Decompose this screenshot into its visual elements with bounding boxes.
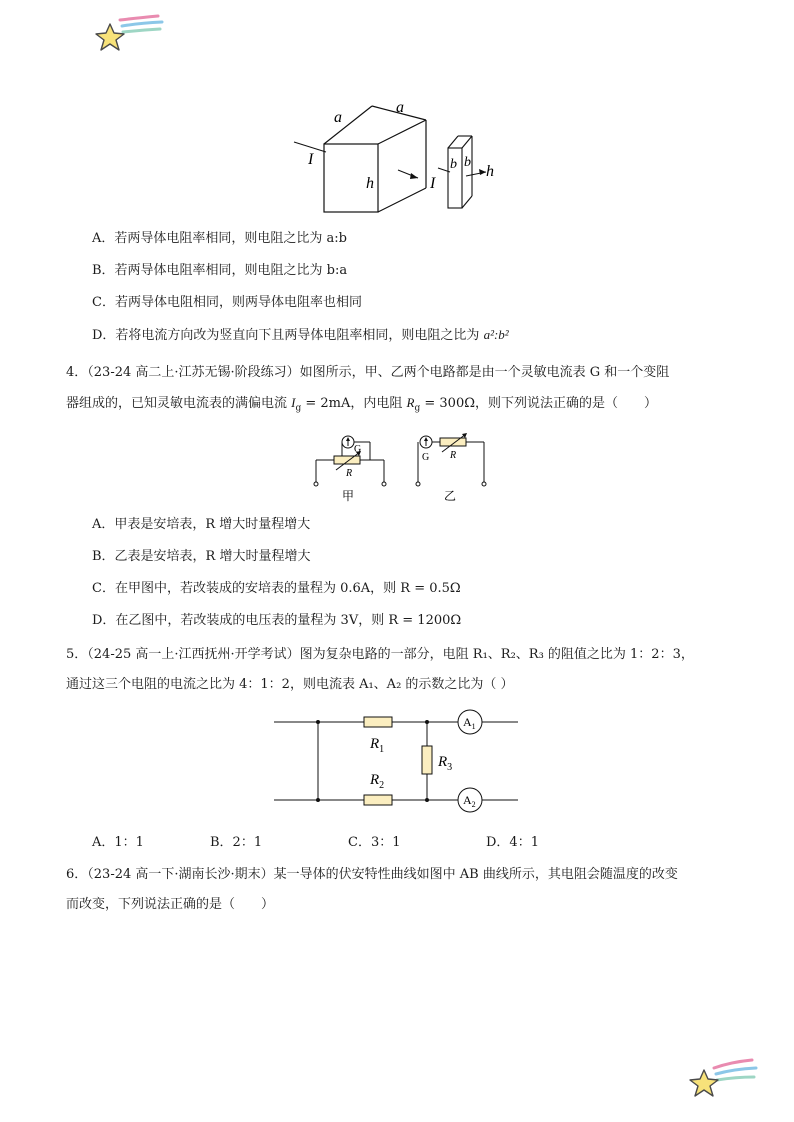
q5-option-b: B．2：1 <box>210 835 263 850</box>
label-i-left: I <box>308 151 314 168</box>
label-a-left: a <box>334 109 342 126</box>
figure-galvanometer-circuits <box>306 432 496 518</box>
q3-option-d-text: D．若将电流方向改为竖直向下且两导体电阻率相同，则电阻之比为 <box>92 328 484 343</box>
label-r2: $R_2$ <box>370 772 385 791</box>
star-icon <box>96 16 162 50</box>
q4-stem-text-a: 器组成的，已知灵敏电流表的满偏电流 <box>66 396 292 411</box>
g-label-yi: G <box>422 452 430 463</box>
q3-option-c: C．若两导体电阻相同，则两导体电阻率也相同 <box>92 295 362 310</box>
q3-option-a: A．若两导体电阻率相同，则电阻之比为 a:b <box>92 231 347 246</box>
q4-ig-value: = 2mA，内电阻 <box>301 396 407 411</box>
resistor-r1 <box>364 717 392 727</box>
q5-stem-line1: 5．（24-25 高一上·江西抚州·开学考试）图为复杂电路的一部分，电阻 R₁、R₂、R₃ 的阻值之比为 1：2：3， <box>66 647 694 662</box>
q5-stem-line2: 通过这三个电阻的电流之比为 4：1：2，则电流表 A₁、A₂ 的示数之比为（ ） <box>66 677 514 692</box>
resistor-jia <box>334 456 360 464</box>
q4-rg-symbol: R <box>406 395 415 410</box>
label-jia: 甲 <box>342 489 355 503</box>
q4-option-a: A．甲表是安培表，R 增大时量程增大 <box>92 517 311 532</box>
q4-stem-line1: 4．（23-24 高二上·江苏无锡·阶段练习）如图所示，甲、乙两个电路都是由一个灵敏电流表 G 和一个变阻 <box>66 365 670 380</box>
label-yi: 乙 <box>444 489 457 503</box>
figure-conductor-blocks <box>290 96 520 214</box>
q4-rg-value: = 300Ω，则下列说法正确的是（ ） <box>420 396 657 411</box>
g-label-jia: G <box>354 444 362 455</box>
label-a-right: a <box>396 99 404 116</box>
q4-option-c: C．在甲图中，若改装成的安培表的量程为 0.6A，则 R = 0.5Ω <box>92 581 461 596</box>
q4-stem-line2 <box>66 394 657 418</box>
resistor-r2 <box>364 795 392 805</box>
resistor-yi <box>440 438 466 446</box>
circuit-jia <box>314 436 386 503</box>
star-icon <box>690 1060 756 1096</box>
q5-option-a: A．1：1 <box>92 835 144 850</box>
label-b-front: b <box>450 157 457 172</box>
label-i-right: I <box>430 175 436 192</box>
q3-option-d <box>92 326 509 345</box>
r-label-jia: R <box>346 468 353 479</box>
label-r3: $R_3$ <box>438 754 453 773</box>
q5-option-c: C．3：1 <box>348 835 401 850</box>
r-label-yi: R <box>450 450 457 461</box>
label-a2: $A_2$ <box>463 793 476 809</box>
label-h-big: h <box>366 175 374 192</box>
label-r1: $R_1$ <box>370 736 385 755</box>
bottom-star-decoration <box>686 1056 766 1100</box>
q5-option-d: D．4：1 <box>486 835 539 850</box>
q6-stem-line2: 而改变，下列说法正确的是（ ） <box>66 897 275 912</box>
label-h-small: h <box>486 163 494 180</box>
figure-complex-circuit <box>270 704 526 816</box>
q3-option-b: B．若两导体电阻率相同，则电阻之比为 b:a <box>92 263 348 278</box>
resistor-r3 <box>422 746 432 774</box>
label-a1: $A_1$ <box>463 715 476 731</box>
q4-option-b: B．乙表是安培表，R 增大时量程增大 <box>92 549 311 564</box>
q6-stem-line1: 6．（23-24 高一下·湖南长沙·期末）某一导体的伏安特性曲线如图中 AB 曲线所示，其电阻会随温度的改变 <box>66 867 678 882</box>
q4-ig-subscript: g <box>295 403 302 414</box>
q4-ig-symbol: I <box>291 395 296 410</box>
top-star-decoration <box>92 14 172 58</box>
q3-option-d-formula: a²:b² <box>483 327 509 342</box>
label-b-side: b <box>464 155 471 170</box>
circuit-yi <box>416 433 486 503</box>
q4-option-d: D．在乙图中，若改装成的电压表的量程为 3V，则 R = 1200Ω <box>92 613 462 628</box>
q4-rg-subscript: g <box>414 403 421 414</box>
